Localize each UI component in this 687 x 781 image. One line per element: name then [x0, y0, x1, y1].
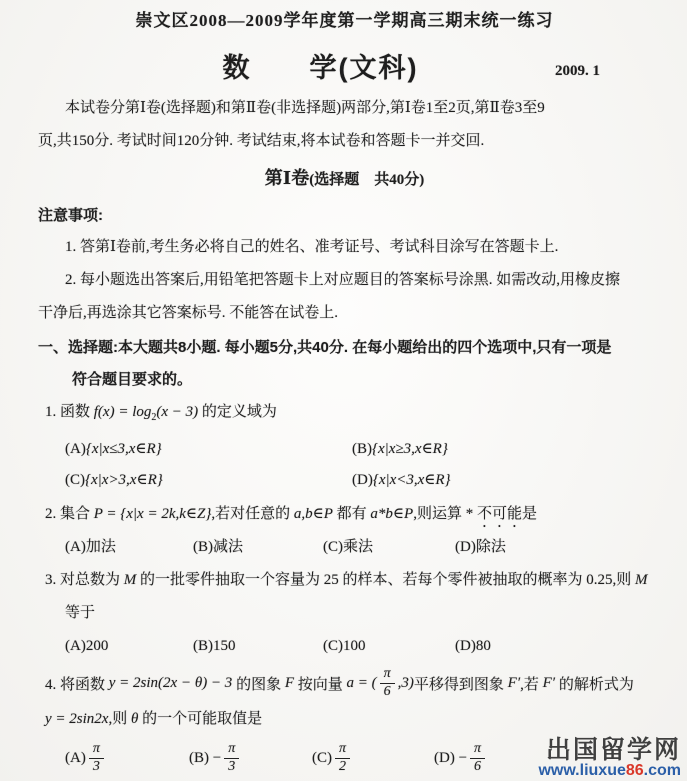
note-item-2-line-2: 干净后,再选涂其它答案标号. 不能答在试卷上. — [38, 305, 339, 321]
notes-heading: 注意事项: — [38, 207, 103, 224]
section-1-subtitle: (选择题 共40分) — [309, 172, 425, 188]
watermark-site-name: 出国留学网 — [545, 736, 681, 764]
question-3-option-a: (A)200 — [65, 638, 109, 654]
question-2-option-a: (A)加法 — [65, 539, 116, 555]
question-1-options — [65, 434, 651, 496]
question-3 — [45, 564, 651, 663]
watermark-url — [538, 763, 681, 779]
subject-title: 数 学(文科) — [222, 53, 419, 83]
exam-intro-paragraph — [38, 92, 651, 158]
question-1-stem: 1. 函数 $f(x) = \log_2(x - 3)$ 的定义域为 — [45, 404, 277, 423]
question-4-stem-line-2: y = 2sin2x,则 θ 的一个可能取值是 — [45, 711, 263, 727]
watermark-url-number: 86 — [625, 762, 644, 779]
question-4-option-d: (D) − $\frac{\pi}{6}$ — [434, 736, 651, 780]
question-4-stem-line-1: 4. 将函数 y = 2sin(2x − θ) − 3 的图象 F 按向量 a = ( $\frac{\pi}{6}$ ,3) 平移得到图象 F′ ,若 F′ 的解析式为 — [45, 666, 634, 699]
question-1-option-d: (D){x|x<3,x∈R} — [352, 472, 451, 488]
question-3-option-d: (D)80 — [455, 638, 491, 654]
question-1 — [45, 396, 651, 496]
question-4-option-c: (C) $\frac{\pi}{2}$ — [312, 736, 434, 780]
part-1-instructions-line-2: 符合题目要求的。 — [72, 371, 193, 388]
question-4-option-a: (A) $\frac{\pi}{3}$ — [65, 736, 189, 780]
note-item-2 — [38, 264, 651, 330]
question-3-option-c: (C)100 — [323, 638, 366, 654]
intro-line-2: 页,共150分. 考试时间120分钟. 考试结束,将本试卷和答题卡一并交回. — [38, 133, 485, 149]
question-4-option-b: (B) − $\frac{\pi}{3}$ — [189, 736, 312, 780]
exam-date: 2009. 1 — [555, 63, 600, 79]
question-3-options — [65, 630, 651, 663]
question-3-option-b: (B)150 — [193, 638, 236, 654]
watermark — [538, 737, 681, 779]
question-2-option-d: (D)除法 — [455, 539, 506, 555]
part-1-instructions-line-1: 一、选择题:本大题共8小题. 每小题5分,共40分. 在每小题给出的四个选项中,只有一项是 — [38, 339, 612, 356]
intro-line-1: 本试卷分第Ⅰ卷(选择题)和第Ⅱ卷(非选择题)两部分,第Ⅰ卷1至2页,第Ⅱ卷3至9 — [65, 100, 545, 116]
question-2-stem: 2. 集合 P = {x|x = 2k,k∈Z},若对任意的 a,b∈P 都有 a*b∈P,则运算 * 不可能是 — [45, 506, 537, 522]
question-2-option-c: (C)乘法 — [323, 539, 373, 555]
subject-row — [38, 46, 651, 84]
question-1-option-a: (A){x|x≤3,x∈R} — [65, 441, 162, 457]
question-1-option-c: (C){x|x>3,x∈R} — [65, 472, 163, 488]
question-2-options — [65, 531, 651, 564]
section-1-heading — [38, 163, 651, 194]
watermark-url-suffix: .com — [643, 762, 681, 779]
part-1-instructions — [38, 332, 651, 396]
question-1-option-b: (B){x|x≥3,x∈R} — [352, 441, 448, 457]
note-item-2-line-1: 2. 每小题选出答案后,用铅笔把答题卡上对应题目的答案标号涂黑. 如需改动,用橡皮擦 — [65, 272, 621, 288]
watermark-url-prefix: www.liuxue — [538, 762, 626, 779]
note-item-1: 1. 答第Ⅰ卷前,考生务必将自己的姓名、准考证号、考试科目涂写在答题卡上. — [65, 239, 559, 255]
section-1-title: 第Ⅰ卷 — [264, 168, 310, 188]
exam-title: 崇文区2008—2009学年度第一学期高三期末统一练习 — [135, 11, 554, 30]
question-3-stem-line-1: 3. 对总数为 M 的一批零件抽取一个容量为 25 的样本、若每个零件被抽取的概率为 0.25,则 M — [45, 572, 648, 588]
question-2-option-b: (B)减法 — [193, 539, 243, 555]
question-2 — [45, 498, 651, 564]
question-3-stem-line-2: 等于 — [65, 605, 96, 621]
